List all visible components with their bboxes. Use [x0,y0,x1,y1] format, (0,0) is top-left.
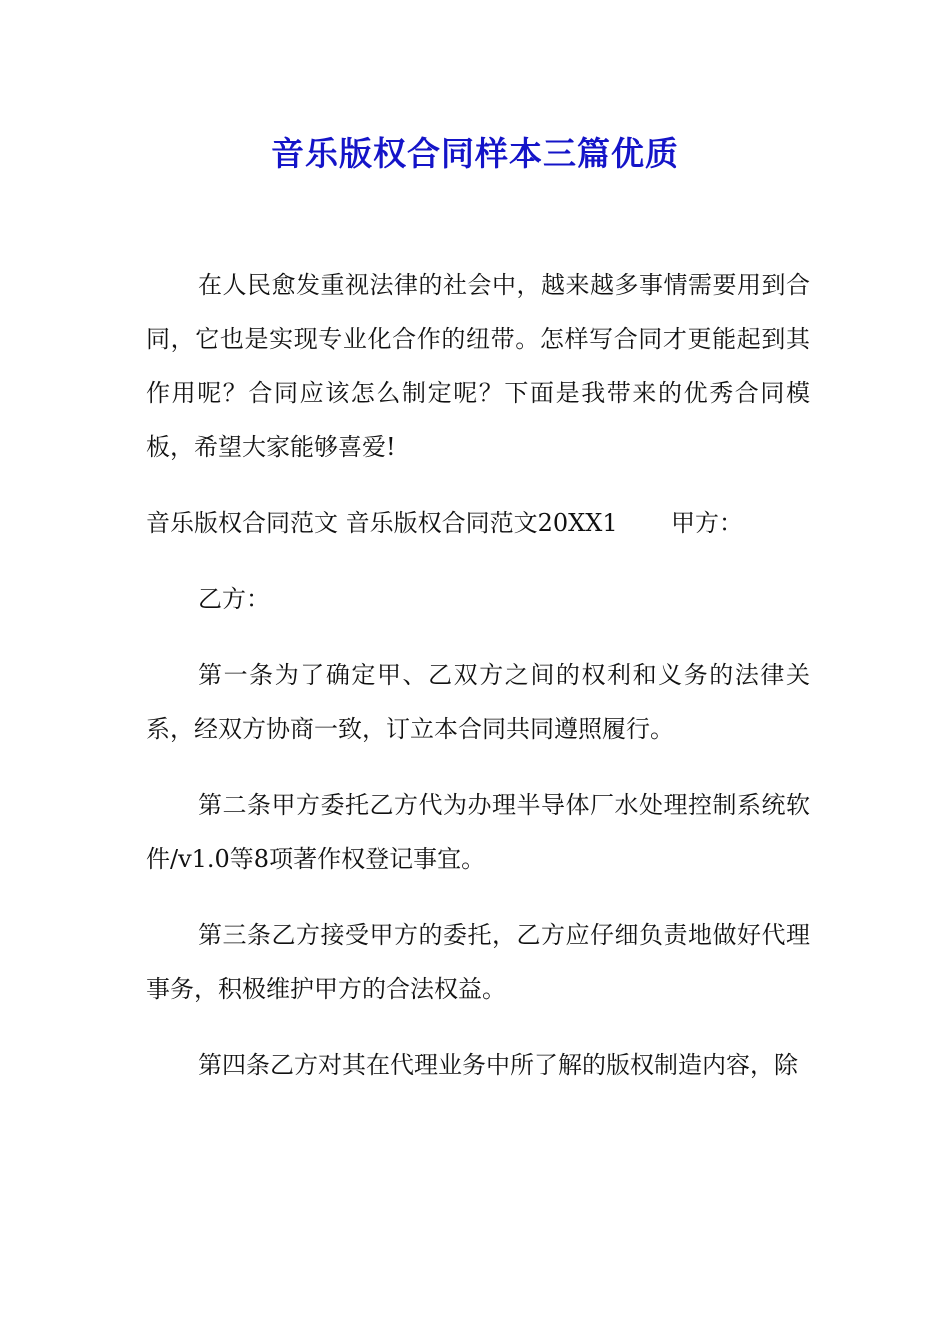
article-1-paragraph: 第一条为了确定甲、乙双方之间的权利和义务的法律关系，经双方协商一致，订立本合同共同遵照履行。 [146,661,810,743]
intro-paragraph: 在人民愈发重视法律的社会中，越来越多事情需要用到合同，它也是实现专业化合作的纽带。怎样写合同才更能起到其作用呢？合同应该怎么制定呢？下面是我带来的优秀合同模板，希望大家能够喜爱! [146,271,810,461]
document-title: 音乐版权合同样本三篇优质 [271,134,679,173]
article-3-paragraph: 第三条乙方接受甲方的委托，乙方应仔细负责地做好代理事务，积极维护甲方的合法权益。 [146,921,810,1003]
article-4-paragraph: 第四条乙方对其在代理业务中所了解的版权制造内容，除 [198,1051,798,1079]
document-body [146,258,810,1114]
contract-heading-line: 音乐版权合同范文 音乐版权合同范文20XX1 甲方： [146,509,744,537]
party-b-line: 乙方： [198,585,270,613]
article-2-paragraph: 第二条甲方委托乙方代为办理半导体厂水处理控制系统软件/v1.0等8项著作权登记事宜。 [146,791,810,873]
